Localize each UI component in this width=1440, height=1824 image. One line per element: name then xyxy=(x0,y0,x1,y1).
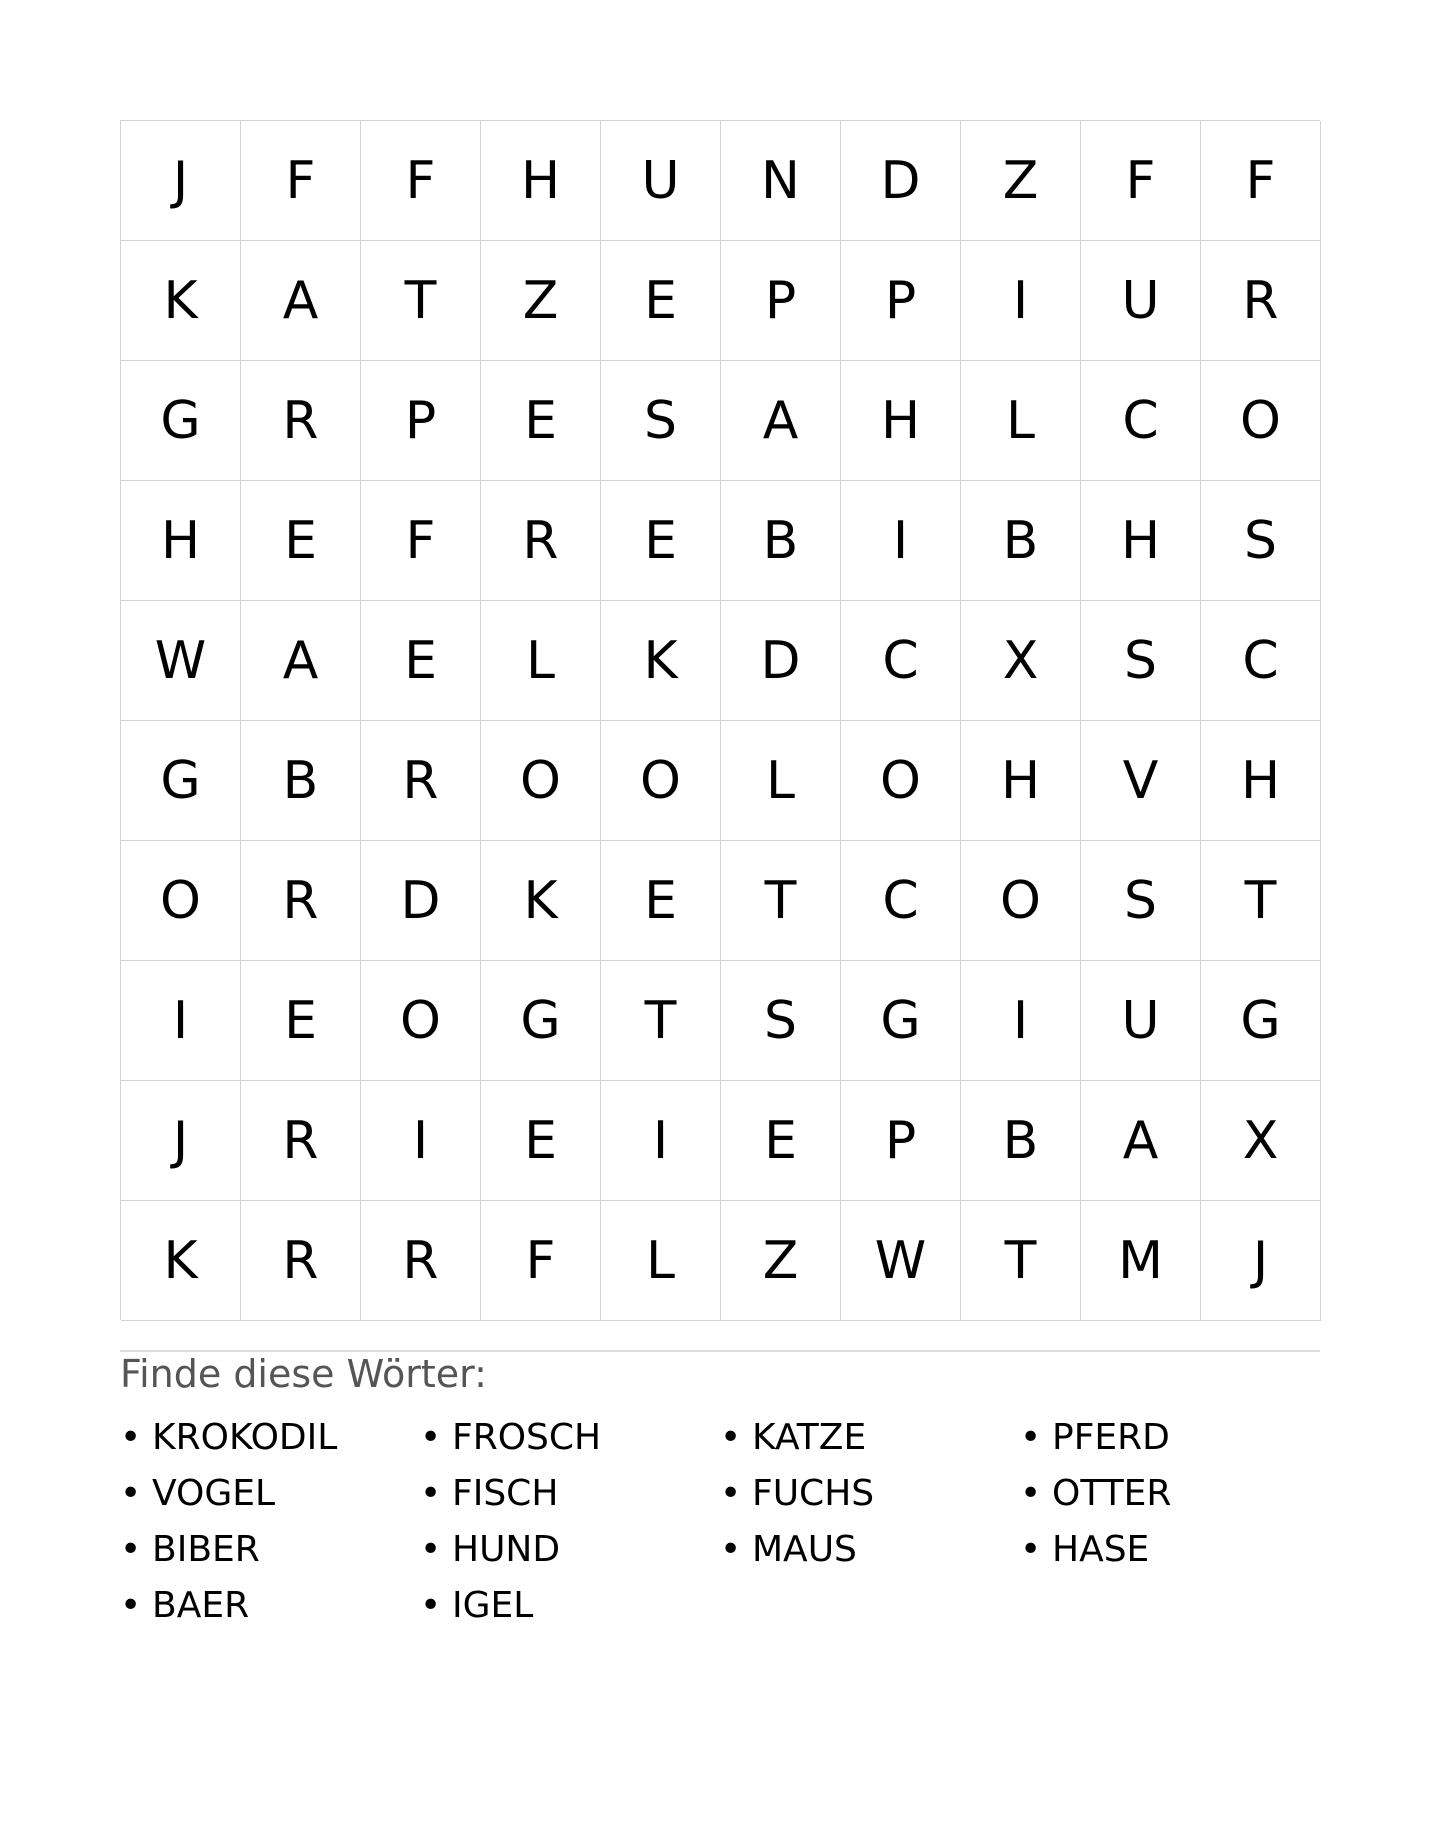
grid-cell[interactable]: K xyxy=(121,1201,241,1321)
grid-cell[interactable]: W xyxy=(841,1201,961,1321)
bullet-icon: • xyxy=(420,1585,442,1626)
grid-cell[interactable]: J xyxy=(1201,1201,1321,1321)
grid-cell[interactable]: L xyxy=(481,601,601,721)
grid-cell[interactable]: M xyxy=(1081,1201,1201,1321)
grid-cell[interactable]: E xyxy=(241,481,361,601)
grid-cell[interactable]: X xyxy=(961,601,1081,721)
grid-cell[interactable]: G xyxy=(481,961,601,1081)
grid-cell[interactable]: O xyxy=(481,721,601,841)
grid-cell[interactable]: E xyxy=(721,1081,841,1201)
bullet-icon: • xyxy=(1020,1417,1042,1458)
word-list-item xyxy=(120,1578,420,1634)
grid-cell[interactable]: K xyxy=(121,241,241,361)
bullet-icon: • xyxy=(420,1473,442,1514)
grid-cell[interactable]: D xyxy=(841,121,961,241)
grid-cell[interactable]: E xyxy=(601,841,721,961)
grid-cell[interactable]: B xyxy=(961,1081,1081,1201)
grid-cell[interactable]: H xyxy=(121,481,241,601)
grid-cell[interactable]: F xyxy=(1201,121,1321,241)
grid-cell[interactable]: P xyxy=(361,361,481,481)
letter-grid xyxy=(120,120,1320,1320)
word-label: BAER xyxy=(152,1585,250,1626)
grid-cell[interactable]: I xyxy=(601,1081,721,1201)
grid-cell[interactable]: E xyxy=(481,361,601,481)
grid-cell[interactable]: U xyxy=(1081,961,1201,1081)
word-label: HASE xyxy=(1052,1529,1150,1570)
word-label: VOGEL xyxy=(152,1473,276,1514)
grid-cell[interactable]: P xyxy=(841,241,961,361)
grid-cell[interactable]: O xyxy=(601,721,721,841)
grid-cell[interactable]: F xyxy=(1081,121,1201,241)
grid-cell[interactable]: S xyxy=(1081,601,1201,721)
grid-cell[interactable]: T xyxy=(721,841,841,961)
grid-cell[interactable]: S xyxy=(601,361,721,481)
word-list-item xyxy=(120,1522,420,1578)
grid-cell[interactable]: I xyxy=(961,961,1081,1081)
grid-cell[interactable]: R xyxy=(241,361,361,481)
grid-cell[interactable]: T xyxy=(961,1201,1081,1321)
word-list-item xyxy=(420,1578,720,1634)
grid-cell[interactable]: O xyxy=(121,841,241,961)
grid-cell[interactable]: I xyxy=(961,241,1081,361)
bullet-icon: • xyxy=(720,1417,742,1458)
word-label: OTTER xyxy=(1052,1473,1172,1514)
grid-cell[interactable]: R xyxy=(241,1201,361,1321)
grid-cell[interactable]: R xyxy=(361,721,481,841)
bullet-icon: • xyxy=(120,1473,142,1514)
grid-cell[interactable]: C xyxy=(1201,601,1321,721)
grid-cell[interactable]: L xyxy=(961,361,1081,481)
bullet-icon: • xyxy=(120,1585,142,1626)
grid-cell[interactable]: F xyxy=(361,121,481,241)
grid-cell[interactable]: A xyxy=(1081,1081,1201,1201)
grid-cell[interactable]: I xyxy=(361,1081,481,1201)
grid-cell[interactable]: S xyxy=(1201,481,1321,601)
grid-cell[interactable]: B xyxy=(241,721,361,841)
word-list-item xyxy=(720,1522,1020,1578)
grid-cell[interactable]: R xyxy=(241,1081,361,1201)
grid-cell[interactable]: C xyxy=(841,841,961,961)
grid-cell[interactable]: U xyxy=(1081,241,1201,361)
word-list-item xyxy=(1020,1466,1320,1522)
grid-cell[interactable]: I xyxy=(121,961,241,1081)
word-label: HUND xyxy=(452,1529,561,1570)
grid-cell[interactable]: E xyxy=(241,961,361,1081)
word-label: KROKODIL xyxy=(152,1417,338,1458)
grid-cell[interactable]: E xyxy=(481,1081,601,1201)
grid-cell[interactable]: R xyxy=(1201,241,1321,361)
grid-cell[interactable]: O xyxy=(361,961,481,1081)
grid-cell[interactable]: W xyxy=(121,601,241,721)
grid-cell[interactable]: J xyxy=(121,1081,241,1201)
grid-cell[interactable]: V xyxy=(1081,721,1201,841)
grid-cell[interactable]: B xyxy=(961,481,1081,601)
grid-cell[interactable]: E xyxy=(601,241,721,361)
grid-cell[interactable]: R xyxy=(361,1201,481,1321)
grid-cell[interactable]: I xyxy=(841,481,961,601)
grid-cell[interactable]: K xyxy=(481,841,601,961)
grid-cell[interactable]: D xyxy=(721,601,841,721)
word-list-item xyxy=(720,1466,1020,1522)
grid-cell[interactable]: O xyxy=(1201,361,1321,481)
grid-cell[interactable]: A xyxy=(241,601,361,721)
word-list-item xyxy=(1020,1522,1320,1578)
grid-cell[interactable]: S xyxy=(1081,841,1201,961)
word-label: MAUS xyxy=(752,1529,857,1570)
grid-cell[interactable]: P xyxy=(841,1081,961,1201)
grid-cell[interactable]: D xyxy=(361,841,481,961)
grid-cell[interactable]: H xyxy=(481,121,601,241)
bullet-icon: • xyxy=(420,1417,442,1458)
grid-cell[interactable]: F xyxy=(481,1201,601,1321)
grid-cell[interactable]: R xyxy=(241,841,361,961)
bullet-icon: • xyxy=(720,1529,742,1570)
grid-cell[interactable]: O xyxy=(961,841,1081,961)
grid-cell[interactable]: J xyxy=(121,121,241,241)
grid-cell[interactable]: L xyxy=(601,1201,721,1321)
grid-cell[interactable]: G xyxy=(841,961,961,1081)
bullet-icon: • xyxy=(420,1529,442,1570)
grid-cell[interactable]: T xyxy=(1201,841,1321,961)
grid-cell[interactable]: G xyxy=(121,721,241,841)
grid-cell[interactable]: E xyxy=(601,481,721,601)
word-list-title: Finde diese Wörter: xyxy=(120,1352,487,1396)
word-list xyxy=(120,1410,1320,1634)
word-label: FUCHS xyxy=(752,1473,875,1514)
grid-cell[interactable]: Z xyxy=(961,121,1081,241)
grid-cell[interactable]: Z xyxy=(721,1201,841,1321)
grid-cell[interactable]: C xyxy=(841,601,961,721)
grid-cell[interactable]: R xyxy=(481,481,601,601)
word-list-item xyxy=(1020,1410,1320,1466)
grid-cell[interactable]: T xyxy=(601,961,721,1081)
grid-cell[interactable]: H xyxy=(841,361,961,481)
word-list-item xyxy=(420,1522,720,1578)
word-label: KATZE xyxy=(752,1417,867,1458)
grid-cell[interactable]: B xyxy=(721,481,841,601)
word-list-item xyxy=(120,1410,420,1466)
bullet-icon: • xyxy=(1020,1473,1042,1514)
bullet-icon: • xyxy=(1020,1529,1042,1570)
word-list-item xyxy=(420,1466,720,1522)
grid-cell[interactable]: G xyxy=(1201,961,1321,1081)
word-list-item xyxy=(420,1410,720,1466)
grid-cell[interactable]: F xyxy=(241,121,361,241)
grid-cell[interactable]: H xyxy=(1201,721,1321,841)
grid-cell[interactable]: P xyxy=(721,241,841,361)
grid-cell[interactable]: T xyxy=(361,241,481,361)
word-list-item xyxy=(120,1466,420,1522)
grid-cell[interactable]: L xyxy=(721,721,841,841)
grid-cell[interactable]: X xyxy=(1201,1081,1321,1201)
grid-cell[interactable]: A xyxy=(721,361,841,481)
grid-cell[interactable]: H xyxy=(1081,481,1201,601)
word-label: FISCH xyxy=(452,1473,559,1514)
grid-cell[interactable]: O xyxy=(841,721,961,841)
grid-cell[interactable]: F xyxy=(361,481,481,601)
grid-cell[interactable]: G xyxy=(121,361,241,481)
grid-cell[interactable]: N xyxy=(721,121,841,241)
grid-cell[interactable]: K xyxy=(601,601,721,721)
bullet-icon: • xyxy=(120,1529,142,1570)
grid-cell[interactable]: S xyxy=(721,961,841,1081)
bullet-icon: • xyxy=(120,1417,142,1458)
grid-cell[interactable]: U xyxy=(601,121,721,241)
grid-cell[interactable]: H xyxy=(961,721,1081,841)
word-list-item xyxy=(720,1410,1020,1466)
bullet-icon: • xyxy=(720,1473,742,1514)
grid-cell[interactable]: C xyxy=(1081,361,1201,481)
word-label: FROSCH xyxy=(452,1417,602,1458)
word-label: PFERD xyxy=(1052,1417,1170,1458)
word-label: BIBER xyxy=(152,1529,260,1570)
grid-cell[interactable]: A xyxy=(241,241,361,361)
word-label: IGEL xyxy=(452,1585,534,1626)
grid-cell[interactable]: E xyxy=(361,601,481,721)
grid-cell[interactable]: Z xyxy=(481,241,601,361)
